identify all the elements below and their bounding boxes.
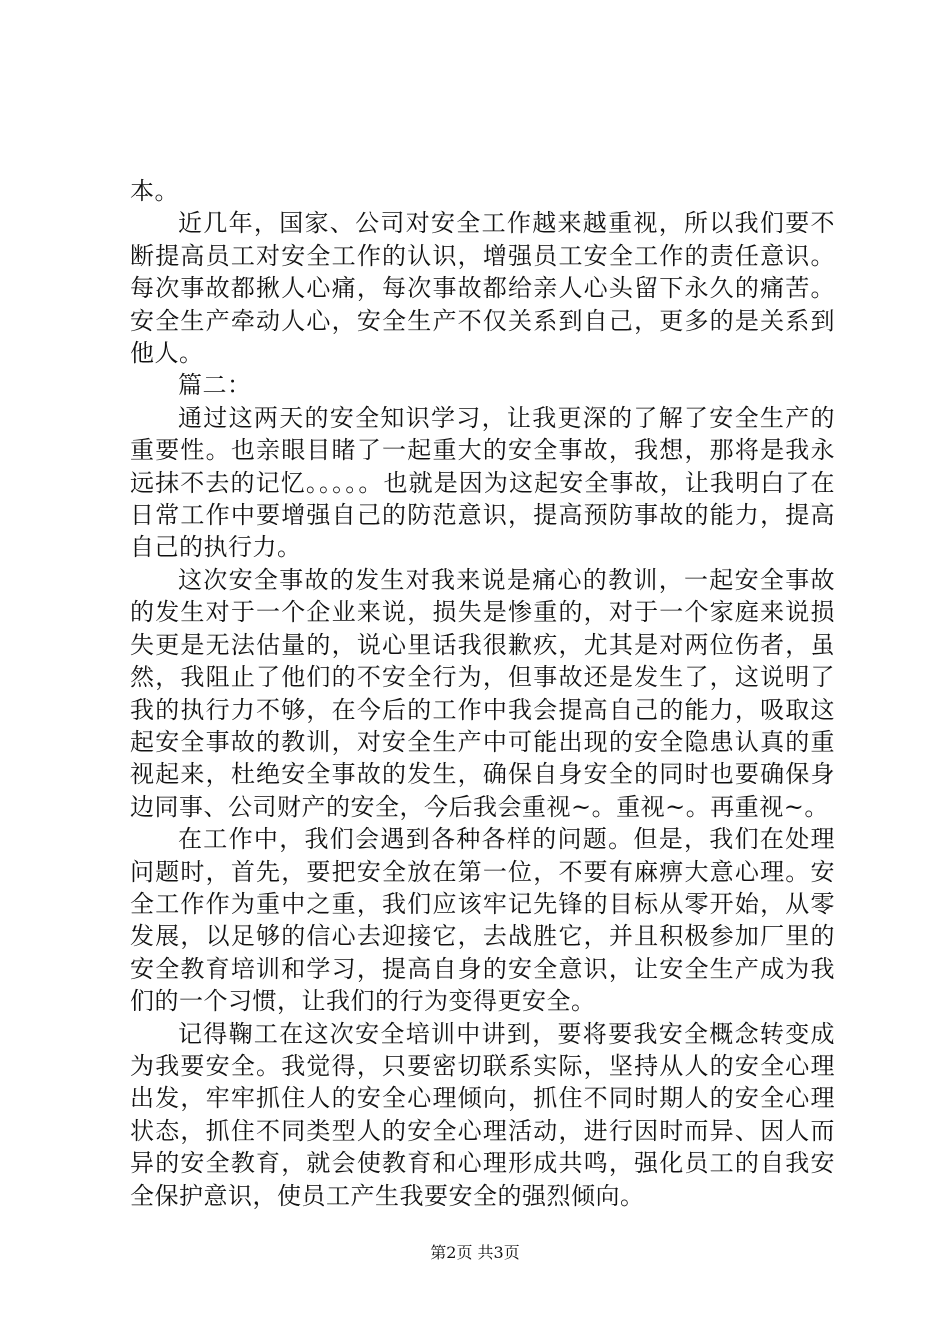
page-number-footer: 第2页 共3页: [430, 1243, 520, 1262]
paragraph-continuation: 本。: [130, 177, 179, 205]
paragraph-5: 记得鞠工在这次安全培训中讲到，要将要我安全概念转变成为我要安全。我觉得，只要密切联系实际，坚持从人的安全心理出发，牢牢抓住人的安全心理倾向，抓住不同时期人的安全心理状态，抓住不同类型人的安全心理活动，进行因时而异、因人而异的安全教育，就会使教育和心理形成共鸣，强化员工的自我安全保护意识，使员工产生我要安全的强烈倾向。: [130, 1019, 835, 1210]
section-heading: 篇二：: [178, 371, 252, 400]
paragraph-3: 这次安全事故的发生对我来说是痛心的教训，一起安全事故的发生对于一个企业来说，损失是惨重的，对于一个家庭来说损失更是无法估量的，说心里话我很歉疚，尤其是对两位伤者，虽然，我阻止了他们的不安全行为，但事故还是发生了，这说明了我的执行力不够，在今后的工作中我会提高自己的能力，吸取这起安全事故的教训，对安全生产中可能出现的安全隐患认真的重视起来，杜绝安全事故的发生，确保自身安全的同时也要确保身边同事、公司财产的安全，今后我会重视~。重视~。再重视~。: [130, 565, 835, 821]
paragraph-1: 近几年，国家、公司对安全工作越来越重视，所以我们要不断提高员工对安全工作的认识，增强员工安全工作的责任意识。每次事故都揪人心痛，每次事故都给亲人心头留下永久的痛苦。安全生产牵动人心，安全生产不仅关系到自己，更多的是关系到他人。: [130, 209, 835, 368]
paragraph-4: 在工作中，我们会遇到各种各样的问题。但是，我们在处理问题时，首先，要把安全放在第一位，不要有麻痹大意心理。安全工作作为重中之重，我们应该牢记先锋的目标从零开始，从零发展，以足够的信心去迎接它，去战胜它，并且积极参加厂里的安全教育培训和学习，提高自身的安全意识，让安全生产成为我们的一个习惯，让我们的行为变得更安全。: [130, 825, 835, 1016]
document-body: [130, 175, 835, 1212]
paragraph-2: 通过这两天的安全知识学习，让我更深的了解了安全生产的重要性。也亲眼目睹了一起重大的安全事故，我想，那将是我永远抹不去的记忆。。。。。也就是因为这起安全事故，让我明白了在日常工作中要增强自己的防范意识，提高预防事故的能力，提高自己的执行力。: [130, 403, 835, 562]
